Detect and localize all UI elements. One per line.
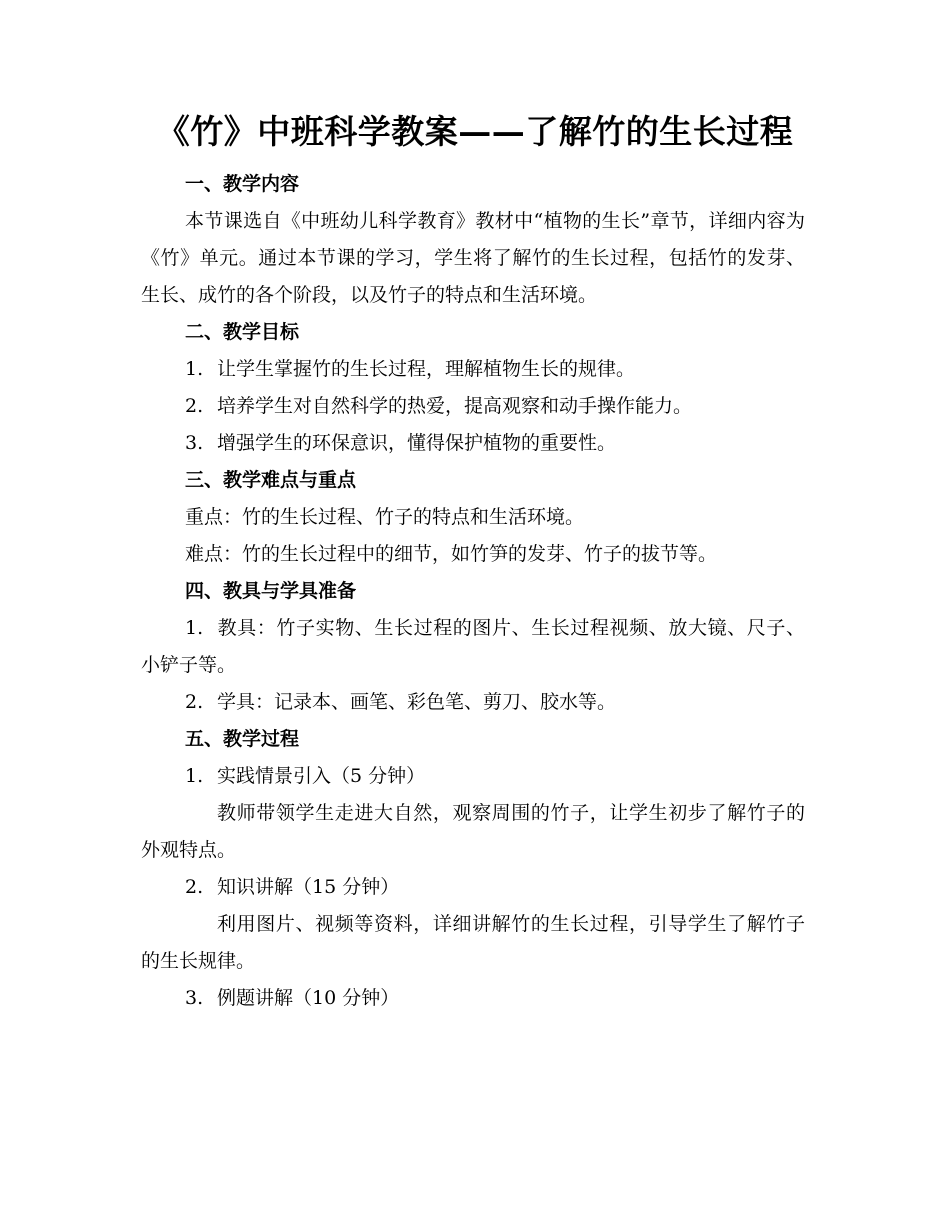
step-number: 3.	[185, 987, 204, 1009]
list-item	[141, 351, 805, 388]
section-heading: 五、教学过程	[185, 728, 300, 750]
list-item-number: 1.	[185, 617, 204, 639]
step-label	[141, 758, 805, 795]
key-point-line: 重点：竹的生长过程、竹子的特点和生活环境。	[185, 506, 585, 528]
step-label-text: 知识讲解（15 分钟）	[217, 876, 400, 898]
step-label	[141, 869, 805, 906]
section-heading: 二、教学目标	[185, 321, 300, 343]
step-number: 2.	[185, 876, 204, 898]
list-item	[141, 388, 805, 425]
list-item	[141, 610, 805, 684]
document-title: 《竹》中班科学教案——了解竹的生长过程	[156, 112, 794, 151]
list-item	[141, 684, 805, 721]
list-item-text: 教具：竹子实物、生长过程的图片、生长过程视频、放大镜、尺子、小铲子等。	[141, 617, 805, 676]
list-item-text: 增强学生的环保意识，懂得保护植物的重要性。	[217, 432, 617, 454]
list-item-text: 让学生掌握竹的生长过程，理解植物生长的规律。	[217, 358, 636, 380]
step-detail: 利用图片、视频等资料，详细讲解竹的生长过程，引导学生了解竹子的生长规律。	[141, 913, 805, 972]
list-item-number: 2.	[185, 395, 204, 417]
step-label-text: 例题讲解（10 分钟）	[217, 987, 400, 1009]
section-heading: 四、教具与学具准备	[185, 580, 357, 602]
list-item-text: 学具：记录本、画笔、彩色笔、剪刀、胶水等。	[217, 691, 617, 713]
step-label	[141, 980, 805, 1017]
document-body	[141, 166, 805, 1017]
list-item-number: 2.	[185, 691, 204, 713]
list-item-number: 3.	[185, 432, 204, 454]
step-detail: 教师带领学生走进大自然，观察周围的竹子，让学生初步了解竹子的外观特点。	[141, 802, 805, 861]
list-item-text: 培养学生对自然科学的热爱，提高观察和动手操作能力。	[217, 395, 693, 417]
section-paragraph: 本节课选自《中班幼儿科学教育》教材中“植物的生长”章节，详细内容为《竹》单元。通过本节课的学习，学生将了解竹的生长过程，包括竹的发芽、生长、成竹的各个阶段，以及竹子的特点和生活环境。	[141, 210, 805, 306]
step-label-text: 实践情景引入（5 分钟）	[217, 765, 426, 787]
section-heading: 三、教学难点与重点	[185, 469, 357, 491]
list-item	[141, 425, 805, 462]
section-heading: 一、教学内容	[185, 173, 300, 195]
list-item-number: 1.	[185, 358, 204, 380]
difficulty-line: 难点：竹的生长过程中的细节，如竹笋的发芽、竹子的拔节等。	[185, 543, 718, 565]
step-number: 1.	[185, 765, 204, 787]
